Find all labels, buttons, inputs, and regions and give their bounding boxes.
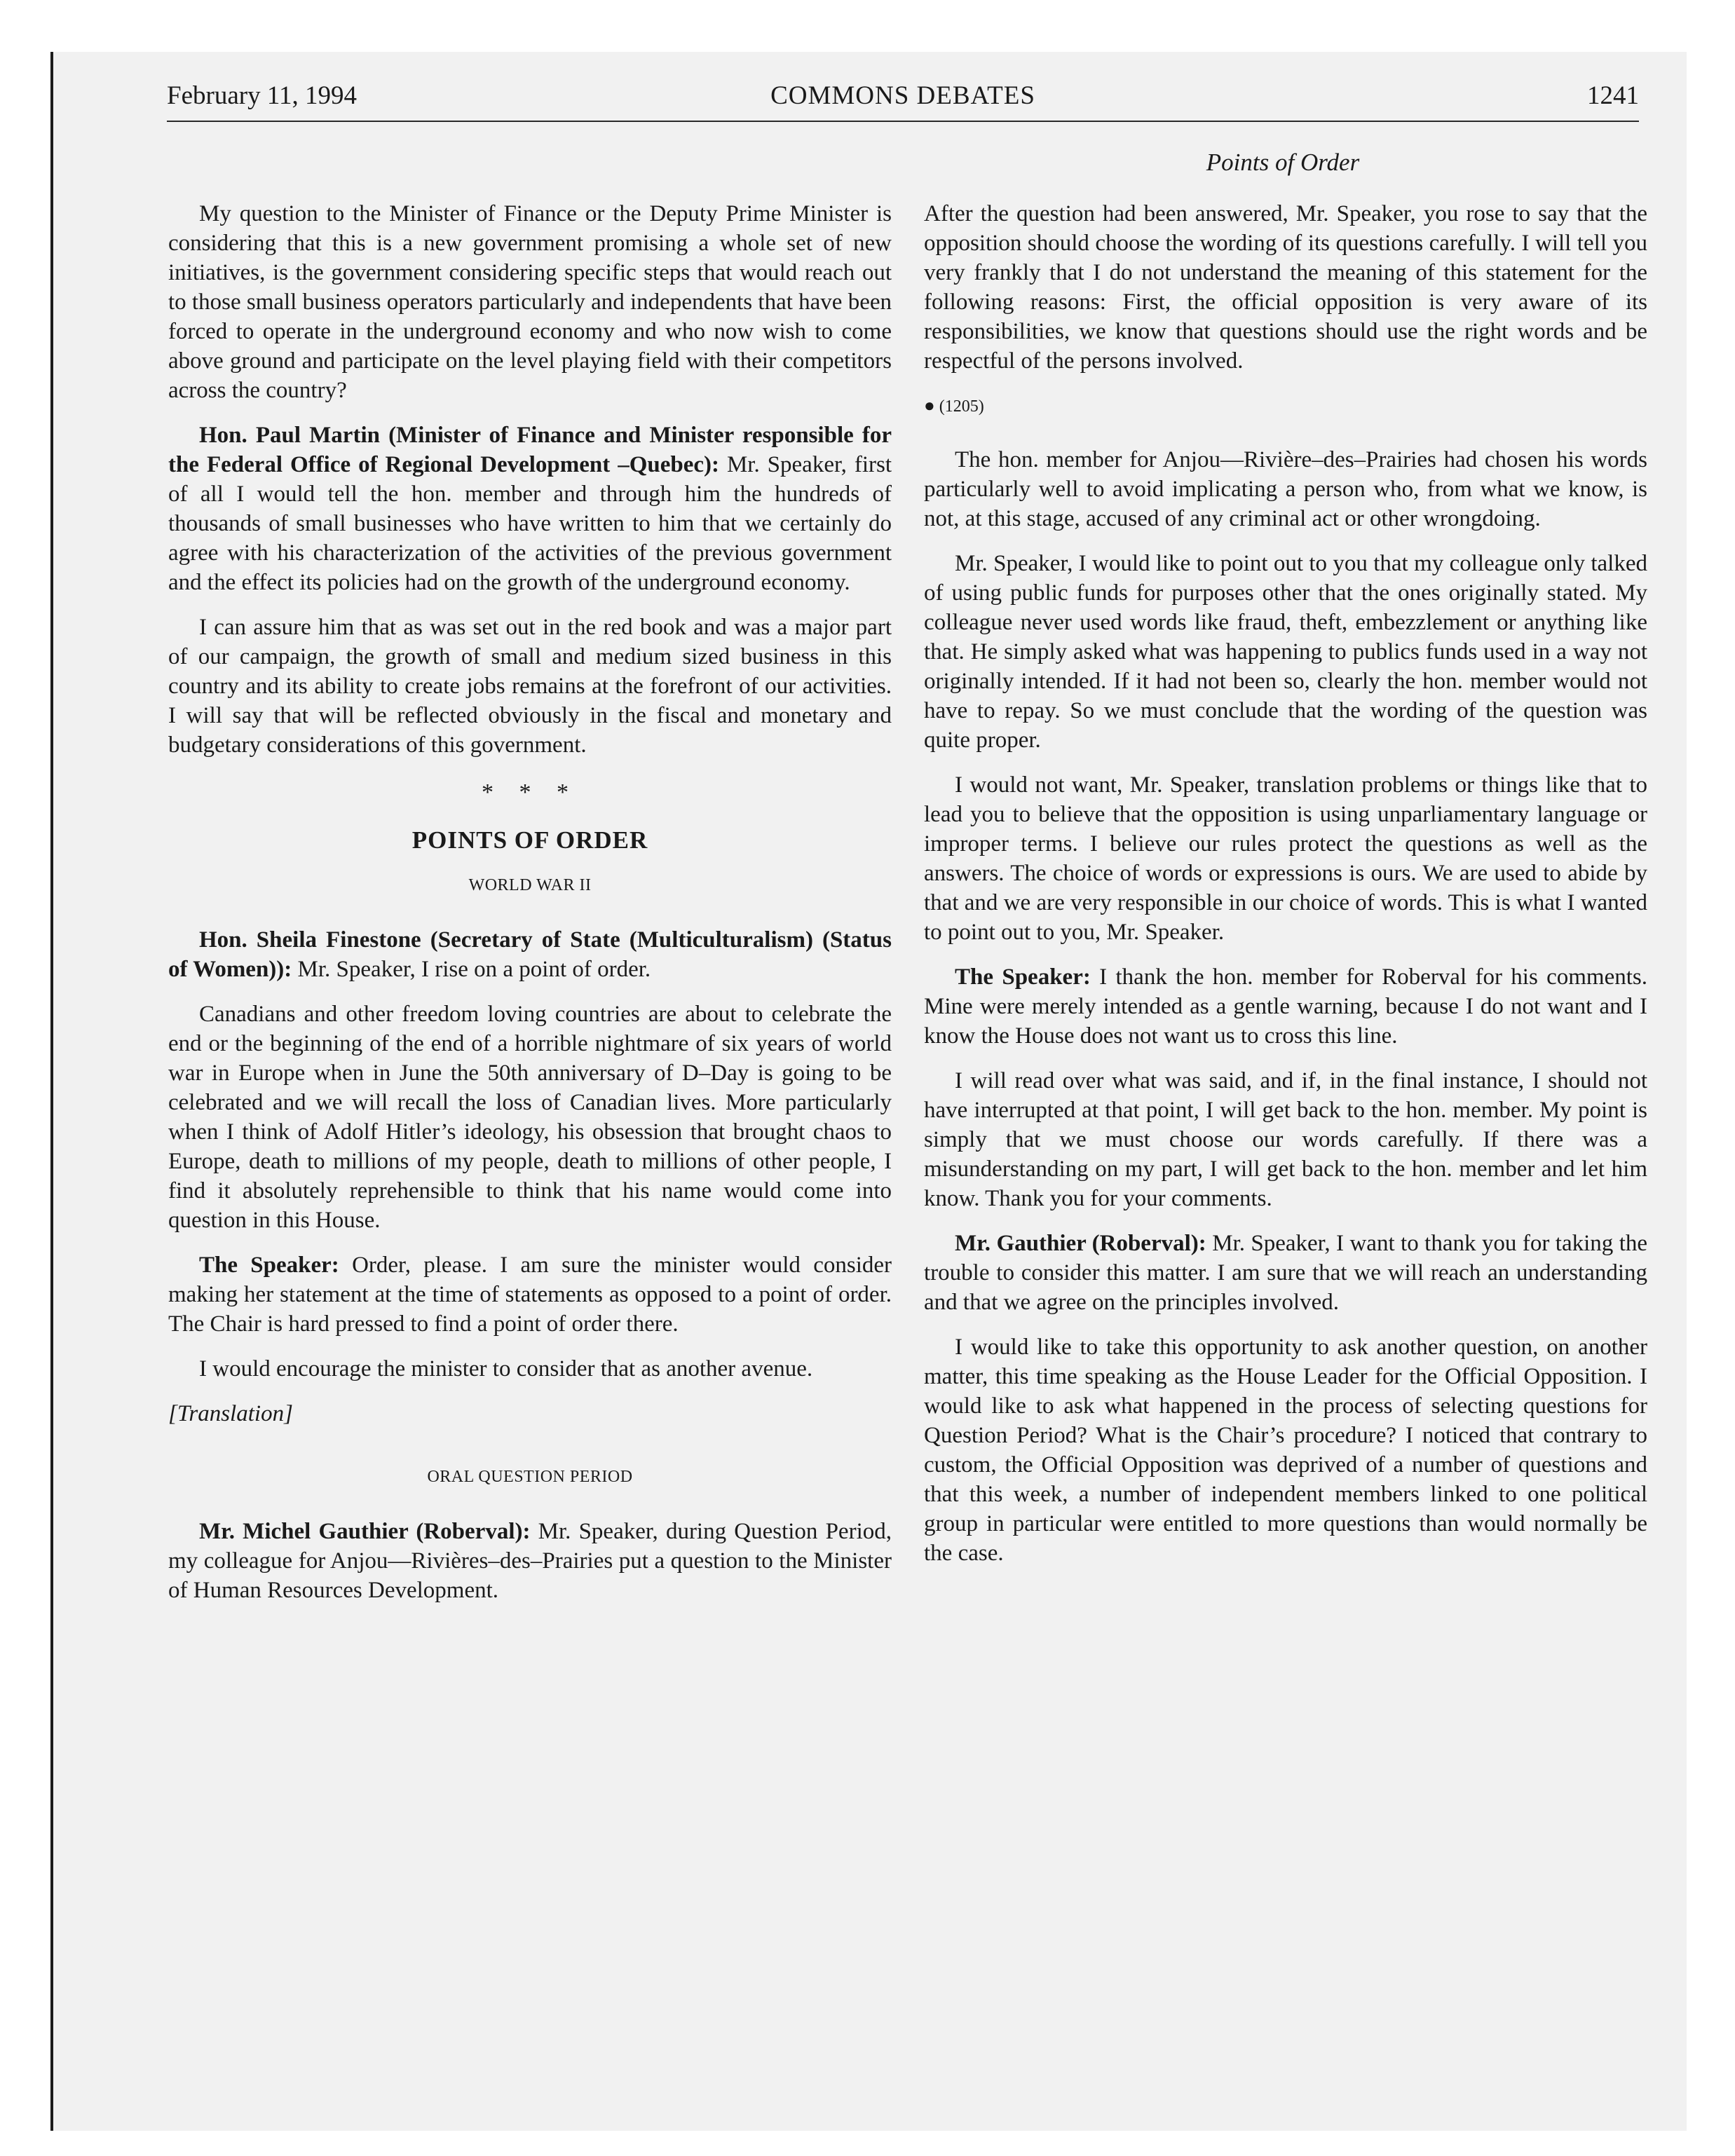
paragraph: The hon. member for Anjou—Rivière–des–Prairies had chosen his words particularly well to avoid implicating a person who, from what we know, is not, at this stage, accused of any criminal act or other wrongdoing. — [924, 447, 1647, 531]
speech-text: I thank the hon. member for Roberval for his comments. Mine were merely intended as a gentle warning, because I do not want and I know the House does not want us to cross this line. — [924, 964, 1648, 1049]
header-title: COMMONS DEBATES — [770, 81, 1035, 110]
heading-points-of-order: POINTS OF ORDER — [411, 826, 648, 854]
page-number: 1241 — [1587, 81, 1639, 110]
page-header — [167, 79, 1639, 122]
translation-note: [Translation] — [168, 1401, 293, 1426]
speech-text: Mr. Speaker, I want to thank you for taking the trouble to consider this matter. I am sure that we will reach an understanding and that we agree on the principles involved. — [924, 1231, 1648, 1315]
subheading-world-war-ii: WORLD WAR II — [468, 876, 592, 894]
speaker-name: The Speaker: — [955, 964, 1091, 990]
section-header: Points of Order — [1206, 149, 1360, 176]
speech-text: Order, please. I am sure the minister would consider making her statement at the time of statements as opposed to a point of order. The Chair is hard pressed to find a point of order there. — [168, 1253, 892, 1337]
speaker-name: The Speaker: — [199, 1253, 339, 1278]
paragraph — [924, 1229, 1647, 1317]
paragraph: I will read over what was said, and if, in the final instance, I should not have interrupted at that point, I will get back to the hon. member. My point is simply that we must choose our words carefully. If there was a misunderstanding on my part, I will get back to the hon. member and let him know. Thank you for your comments. — [924, 1068, 1647, 1211]
paragraph — [168, 925, 892, 984]
header-date: February 11, 1994 — [167, 81, 357, 110]
paragraph: My question to the Minister of Finance or the Deputy Prime Minister is considering that this is a new government promising a whole set of new initiatives, is the government considering specific steps that would reach out to those small business operators particularly and independents that have been forced to operate in the underground economy and who now wish to come above ground and participate on the level playing field with their competitors across the country? — [168, 201, 892, 403]
section-divider: * * * — [482, 779, 578, 805]
speaker-name: Hon. Paul Martin (Minister of Finance and Minister responsible for the Federal Office of Regional Development –Quebec): — [168, 423, 892, 477]
paragraph: I would encourage the minister to consider that as another avenue. — [199, 1356, 813, 1381]
paragraph: After the question had been answered, Mr. Speaker, you rose to say that the opposition should choose the wording of its questions carefully. I will tell you very frankly that I do not understand the meaning of this statement for the following reasons: First, the official opposition is very aware of its responsibilities, we know that questions should use the right words and be respectful of the persons involved. — [924, 201, 1647, 374]
speaker-name: Mr. Gauthier (Roberval): — [955, 1231, 1206, 1256]
paragraph: I would not want, Mr. Speaker, translation problems or things like that to lead you to believe that the opposition is using unparliamentary language or improper terms. I believe our rules protect the questions as well as the answers. The choice of words or expressions is ours. We are used to abide by that and we are very responsible in our choice of words. This is what I wanted to point out to you, Mr. Speaker. — [924, 772, 1647, 945]
paragraph — [168, 421, 892, 597]
subheading-oral-question-period: ORAL QUESTION PERIOD — [427, 1468, 633, 1486]
paragraph: Canadians and other freedom loving countries are about to celebrate the end or the beginning of the end of a horrible nightmare of six years of world war in Europe when in June the 50th anniversary of D–Day is going to be celebrated and we will recall the loss of Canadian lives. More particularly when I think of Adolf Hitler’s ideology, his obsession that brought chaos to Europe, death to millions of my people, death to millions of other people, I find it absolutely reprehensible to think that his name would come into question in this House. — [168, 1002, 892, 1233]
speaker-name: Mr. Michel Gauthier (Roberval): — [199, 1519, 531, 1544]
paragraph — [168, 1250, 892, 1339]
paragraph: Mr. Speaker, I would like to point out to you that my colleague only talked of using public funds for purposes other that the ones originally stated. My colleague never used words like fraud, theft, embezzlement or anything like that. He simply asked what was happening to publics funds used in a way not originally intended. If it had not been so, clearly the hon. member would not have to repay. So we must conclude that the wording of the question was quite proper. — [924, 551, 1647, 753]
right-column — [924, 199, 1647, 1583]
paragraph — [924, 962, 1647, 1051]
speech-text: Mr. Speaker, first of all I would tell the hon. member and through him the hundreds of thousands of small businesses who have written to him that we certainly do agree with his characterization of the activities of the previous government and the effect its policies had on the growth of the underground economy. — [168, 452, 892, 595]
speaker-name: Hon. Sheila Finestone (Secretary of State (Multiculturalism) (Status of Women)): — [168, 927, 892, 982]
paragraph — [168, 1517, 892, 1605]
paragraph: I would like to take this opportunity to ask another question, on another matter, this time speaking as the House Leader for the Official Opposition. I would like to ask what happened in the process of selecting questions for Question Period? What is the Chair’s procedure? I noticed that contrary to custom, the Official Opposition was deprived of a number of questions and that this week, a number of independent members linked to one political group in particular were entitled to more questions than would normally be the case. — [924, 1335, 1647, 1566]
speech-text: Mr. Speaker, during Question Period, my colleague for Anjou—Rivières–des–Prairies put a question to the Minister of Human Resources Development. — [168, 1519, 892, 1603]
timestamp-text: (1205) — [939, 397, 984, 416]
timestamp — [924, 391, 1647, 421]
paragraph: I can assure him that as was set out in the red book and was a major part of our campaign, the growth of small and medium sized business in this country and its ability to create jobs remains at the forefront of our activities. I will say that will be reflected obviously in the fiscal and monetary and budgetary considerations of this government. — [168, 615, 892, 758]
bullet-icon: ● — [924, 395, 935, 416]
speech-text: Mr. Speaker, I rise on a point of order. — [292, 957, 651, 982]
left-column — [168, 199, 892, 1621]
